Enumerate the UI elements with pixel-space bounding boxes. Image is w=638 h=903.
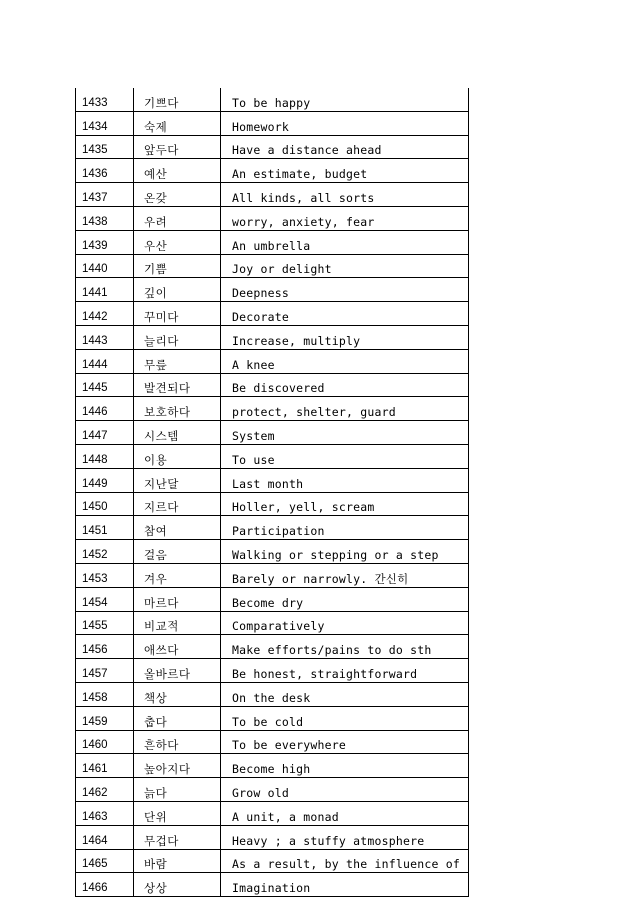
table-row bbox=[76, 421, 469, 445]
entry-number: 1456 bbox=[76, 635, 134, 659]
english-meaning: Comparatively bbox=[221, 611, 469, 635]
entry-number: 1462 bbox=[76, 778, 134, 802]
korean-word: 보호하다 bbox=[134, 397, 221, 421]
english-meaning: Deepness bbox=[221, 278, 469, 302]
table-row bbox=[76, 825, 469, 849]
entry-number: 1447 bbox=[76, 421, 134, 445]
table-row bbox=[76, 88, 469, 111]
english-meaning: Increase, multiply bbox=[221, 325, 469, 349]
korean-word: 우려 bbox=[134, 206, 221, 230]
entry-number: 1452 bbox=[76, 540, 134, 564]
entry-number: 1455 bbox=[76, 611, 134, 635]
korean-word: 책상 bbox=[134, 682, 221, 706]
entry-number: 1449 bbox=[76, 468, 134, 492]
entry-number: 1442 bbox=[76, 302, 134, 326]
entry-number: 1435 bbox=[76, 135, 134, 159]
entry-number: 1466 bbox=[76, 873, 134, 897]
korean-word: 우산 bbox=[134, 230, 221, 254]
korean-word: 무릎 bbox=[134, 349, 221, 373]
english-meaning: Last month bbox=[221, 468, 469, 492]
korean-word: 춥다 bbox=[134, 706, 221, 730]
english-meaning: To be happy bbox=[221, 88, 469, 111]
korean-word: 늙다 bbox=[134, 778, 221, 802]
table-row bbox=[76, 230, 469, 254]
korean-word: 숙제 bbox=[134, 111, 221, 135]
english-meaning: As a result, by the influence of bbox=[221, 849, 469, 873]
korean-word: 지르다 bbox=[134, 492, 221, 516]
table-row bbox=[76, 349, 469, 373]
korean-word: 앞두다 bbox=[134, 135, 221, 159]
table-row bbox=[76, 373, 469, 397]
table-row bbox=[76, 659, 469, 683]
entry-number: 1461 bbox=[76, 754, 134, 778]
entry-number: 1433 bbox=[76, 88, 134, 111]
table-row bbox=[76, 278, 469, 302]
entry-number: 1465 bbox=[76, 849, 134, 873]
english-meaning: Imagination bbox=[221, 873, 469, 897]
english-meaning: Be honest, straightforward bbox=[221, 659, 469, 683]
english-meaning: Become high bbox=[221, 754, 469, 778]
english-meaning: To be cold bbox=[221, 706, 469, 730]
entry-number: 1450 bbox=[76, 492, 134, 516]
table-row bbox=[76, 444, 469, 468]
english-meaning: An umbrella bbox=[221, 230, 469, 254]
korean-word: 발견되다 bbox=[134, 373, 221, 397]
korean-word: 겨우 bbox=[134, 563, 221, 587]
english-meaning: Joy or delight bbox=[221, 254, 469, 278]
korean-word: 비교적 bbox=[134, 611, 221, 635]
entry-number: 1441 bbox=[76, 278, 134, 302]
english-meaning: A knee bbox=[221, 349, 469, 373]
table-row bbox=[76, 397, 469, 421]
vocabulary-table-body bbox=[76, 88, 469, 897]
english-meaning: Have a distance ahead bbox=[221, 135, 469, 159]
english-meaning: Be discovered bbox=[221, 373, 469, 397]
english-meaning: Homework bbox=[221, 111, 469, 135]
entry-number: 1434 bbox=[76, 111, 134, 135]
table-row bbox=[76, 873, 469, 897]
english-meaning: To use bbox=[221, 444, 469, 468]
table-row bbox=[76, 540, 469, 564]
korean-word: 높아지다 bbox=[134, 754, 221, 778]
entry-number: 1451 bbox=[76, 516, 134, 540]
table-row bbox=[76, 706, 469, 730]
entry-number: 1438 bbox=[76, 206, 134, 230]
entry-number: 1437 bbox=[76, 183, 134, 207]
korean-word: 이용 bbox=[134, 444, 221, 468]
table-row bbox=[76, 801, 469, 825]
entry-number: 1453 bbox=[76, 563, 134, 587]
korean-word: 늘리다 bbox=[134, 325, 221, 349]
korean-word: 꾸미다 bbox=[134, 302, 221, 326]
table-row bbox=[76, 849, 469, 873]
english-meaning: Holler, yell, scream bbox=[221, 492, 469, 516]
table-row bbox=[76, 516, 469, 540]
english-meaning: Grow old bbox=[221, 778, 469, 802]
english-meaning: To be everywhere bbox=[221, 730, 469, 754]
korean-word: 시스템 bbox=[134, 421, 221, 445]
table-row bbox=[76, 754, 469, 778]
table-row bbox=[76, 183, 469, 207]
korean-word: 무겁다 bbox=[134, 825, 221, 849]
korean-word: 예산 bbox=[134, 159, 221, 183]
entry-number: 1439 bbox=[76, 230, 134, 254]
entry-number: 1443 bbox=[76, 325, 134, 349]
entry-number: 1464 bbox=[76, 825, 134, 849]
english-meaning: Walking or stepping or a step bbox=[221, 540, 469, 564]
english-meaning: System bbox=[221, 421, 469, 445]
entry-number: 1445 bbox=[76, 373, 134, 397]
korean-word: 애쓰다 bbox=[134, 635, 221, 659]
entry-number: 1459 bbox=[76, 706, 134, 730]
english-meaning: A unit, a monad bbox=[221, 801, 469, 825]
korean-word: 단위 bbox=[134, 801, 221, 825]
korean-word: 마르다 bbox=[134, 587, 221, 611]
korean-word: 깊이 bbox=[134, 278, 221, 302]
table-row bbox=[76, 682, 469, 706]
entry-number: 1463 bbox=[76, 801, 134, 825]
korean-word: 기쁘다 bbox=[134, 88, 221, 111]
table-row bbox=[76, 492, 469, 516]
english-meaning: Barely or narrowly. 간신히 bbox=[221, 563, 469, 587]
english-meaning: protect, shelter, guard bbox=[221, 397, 469, 421]
english-meaning: Participation bbox=[221, 516, 469, 540]
korean-word: 올바르다 bbox=[134, 659, 221, 683]
korean-word: 바람 bbox=[134, 849, 221, 873]
english-meaning: All kinds, all sorts bbox=[221, 183, 469, 207]
entry-number: 1444 bbox=[76, 349, 134, 373]
korean-word: 지난달 bbox=[134, 468, 221, 492]
entry-number: 1440 bbox=[76, 254, 134, 278]
table-row bbox=[76, 254, 469, 278]
table-row bbox=[76, 778, 469, 802]
english-meaning: Decorate bbox=[221, 302, 469, 326]
vocabulary-table bbox=[75, 88, 469, 897]
english-meaning: An estimate, budget bbox=[221, 159, 469, 183]
table-row bbox=[76, 302, 469, 326]
english-meaning: worry, anxiety, fear bbox=[221, 206, 469, 230]
korean-word: 흔하다 bbox=[134, 730, 221, 754]
table-row bbox=[76, 563, 469, 587]
entry-number: 1454 bbox=[76, 587, 134, 611]
table-row bbox=[76, 730, 469, 754]
table-row bbox=[76, 325, 469, 349]
entry-number: 1460 bbox=[76, 730, 134, 754]
entry-number: 1446 bbox=[76, 397, 134, 421]
english-meaning: Become dry bbox=[221, 587, 469, 611]
entry-number: 1436 bbox=[76, 159, 134, 183]
entry-number: 1448 bbox=[76, 444, 134, 468]
korean-word: 기쁨 bbox=[134, 254, 221, 278]
table-row bbox=[76, 468, 469, 492]
korean-word: 상상 bbox=[134, 873, 221, 897]
table-row bbox=[76, 111, 469, 135]
entry-number: 1458 bbox=[76, 682, 134, 706]
entry-number: 1457 bbox=[76, 659, 134, 683]
table-row bbox=[76, 587, 469, 611]
table-row bbox=[76, 611, 469, 635]
english-meaning: Heavy ; a stuffy atmosphere bbox=[221, 825, 469, 849]
english-meaning: On the desk bbox=[221, 682, 469, 706]
table-row bbox=[76, 135, 469, 159]
english-meaning: Make efforts/pains to do sth bbox=[221, 635, 469, 659]
korean-word: 온갖 bbox=[134, 183, 221, 207]
korean-word: 걸음 bbox=[134, 540, 221, 564]
korean-word: 참여 bbox=[134, 516, 221, 540]
table-row bbox=[76, 159, 469, 183]
table-row bbox=[76, 206, 469, 230]
table-row bbox=[76, 635, 469, 659]
